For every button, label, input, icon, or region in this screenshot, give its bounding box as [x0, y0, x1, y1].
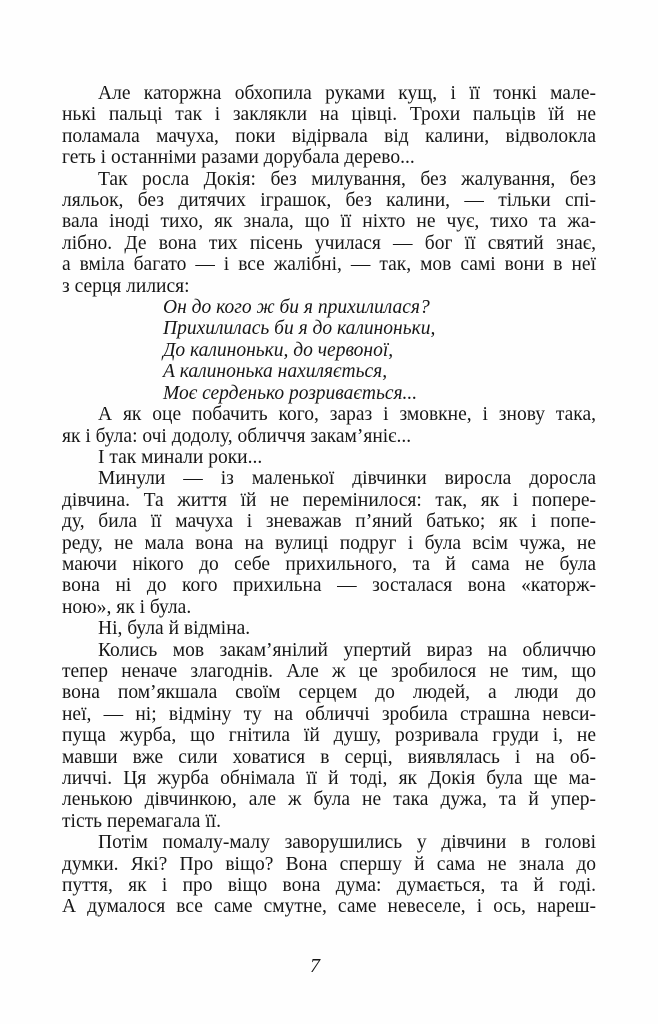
text-line: мавши вже сили ховатися в серці, виявлялась і на об-: [62, 746, 596, 768]
text-line: пуща журба, що гнітила їй душу, розривала груди і, не: [62, 725, 596, 747]
text-line: як і була: очі додолу, обличчя закам’яніє...: [62, 425, 412, 447]
text-line: А як оце побачить кого, зараз і змовкне, і знову така,: [98, 404, 596, 426]
verse-line: Он до кого ж би я прихилилася?: [163, 297, 430, 319]
verse-line: А калинонька нахиляється,: [163, 361, 388, 383]
text-line: Минули — із маленької дівчинки виросла доросла: [98, 468, 596, 490]
text-line: вона пом’якшала своїм серцем до людей, а люди до: [62, 682, 596, 704]
paragraph: [62, 640, 596, 833]
text-line: А думалося все саме смутне, саме невеселе, і ось, нареш-: [62, 896, 596, 918]
text-line: Колись мов закам’янілий упертий вираз на обличчю: [98, 639, 596, 661]
text-line: пуття, як і про віщо вона дума: думається, та й годі.: [62, 875, 596, 897]
text-line: ляльок, без дитячих іграшок, без калини, — тільки спі-: [62, 190, 596, 212]
text-line: геть і останніми разами дорубала дерево...: [62, 147, 415, 169]
text-line: вона ні до кого прихильна — зосталася вона «каторж-: [62, 575, 596, 597]
text-line: реду, не мала вона на вулиці подруг і була всім чужа, не: [62, 532, 596, 554]
text-line: ленькою дівчинкою, але ж була не така дужа, та й упер-: [62, 789, 596, 811]
text-line: лібно. Де вона тих пісень училася — бог її святий знає,: [62, 232, 596, 254]
text-line: вала іноді тихо, як знала, що її ніхто не чує, тихо та жа-: [62, 211, 596, 233]
text-line: Але каторжна обхопила руками кущ, і її тонкі мале-: [98, 83, 596, 104]
text-line: личчі. Ця журба обнімала її й тоді, як Докія була ще ма-: [62, 768, 596, 789]
text-line: ду, била її мачуха і зневажав п’яний батько; як і попе-: [62, 511, 596, 533]
verse-line: До калиноньки, до червоної,: [163, 339, 394, 361]
text-line: І так минали роки...: [98, 446, 263, 468]
text-line: дівчина. Та життя їй не перемінилося: так, як і попере-: [62, 489, 596, 511]
verse-stanza: [62, 297, 596, 404]
text-line: а вміла багато — і все жалібні, — так, мов самі вони в неї: [62, 254, 596, 276]
paragraph: [62, 169, 596, 297]
paragraph: [62, 468, 596, 618]
paragraph: [62, 832, 596, 918]
text-line: тепер неначе злагоднів. Але ж це зробилося не тим, що: [62, 660, 596, 682]
paragraph: [62, 447, 596, 468]
text-line: неї, — ні; відміну ту на обличчі зробила страшна невси-: [62, 703, 596, 725]
paragraph: [62, 83, 596, 169]
text-line: Потім помалу-малу заворушились у дівчини в голові: [98, 832, 596, 854]
text-line: поламала мачуха, поки відірвала від калини, відволокла: [62, 125, 596, 147]
text-line: маючи нікого до себе прихильного, та й сама не була: [62, 553, 596, 575]
text-line: Так росла Докія: без милування, без жалування, без: [98, 168, 596, 190]
paragraph: [62, 404, 596, 447]
text-line: ною», як і була.: [62, 596, 192, 618]
paragraph: [62, 618, 596, 639]
text-line: Ні, була й відміна.: [98, 618, 251, 640]
verse-line: Прихилилась би я до калиноньки,: [163, 318, 436, 340]
text-line: з серця лилися:: [62, 275, 190, 297]
page-number: 7: [310, 955, 320, 977]
text-column: [62, 83, 596, 918]
text-line: тість перемагала її.: [62, 810, 222, 832]
text-line: думки. Які? Про віщо? Вона спершу й сама не знала до: [62, 853, 596, 875]
text-line: нькі пальці так і заклякли на цівці. Трохи пальців їй не: [62, 104, 596, 126]
verse-line: Моє серденько розривається...: [163, 382, 418, 404]
